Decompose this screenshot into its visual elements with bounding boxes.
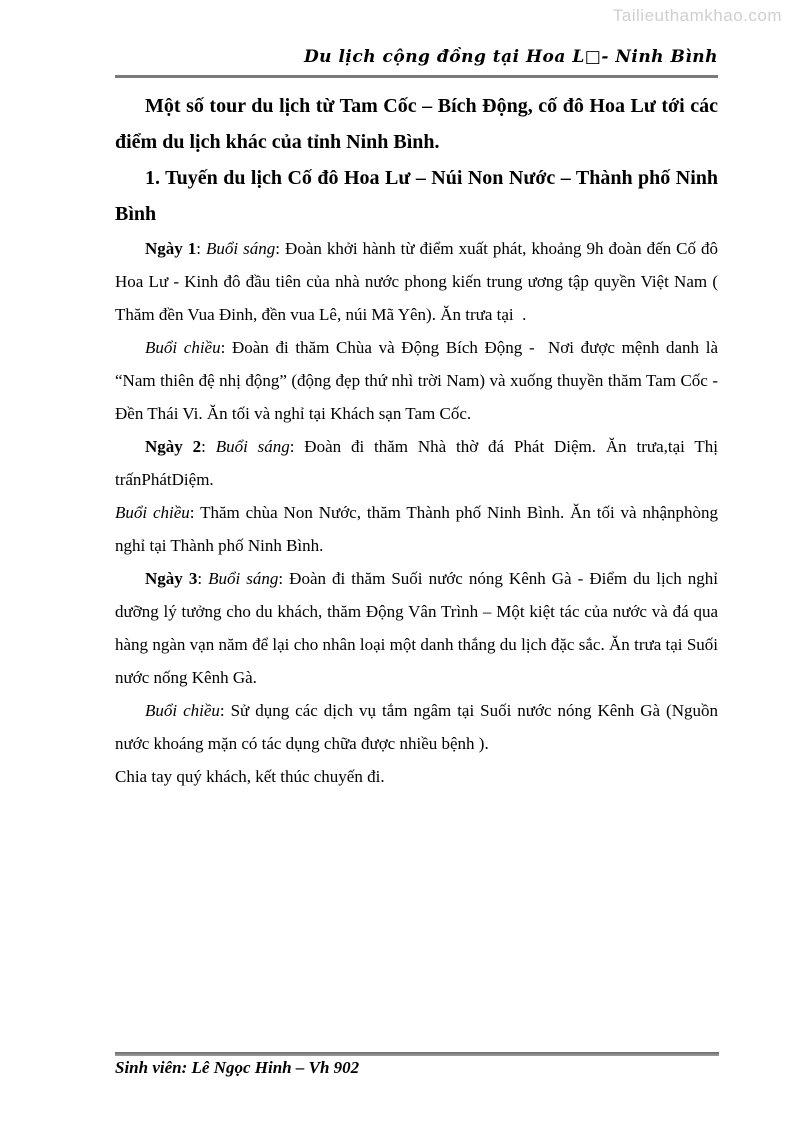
footer-rule <box>115 1052 719 1056</box>
time-label: Buổi sáng <box>208 569 279 588</box>
time-label: Buổi sáng <box>206 239 276 258</box>
paragraph-day2-afternoon <box>115 496 718 562</box>
footer-signature: Sinh viên: Lê Ngọc Hinh – Vh 902 <box>115 1058 360 1077</box>
paragraph-text: Chia tay quý khách, kết thúc chuyến đi. <box>115 767 385 786</box>
paragraph-text: : Sử dụng các dịch vụ tắm ngâm tại Suối nước nóng Kênh Gà (Nguồn nước khoáng mặn có tác dụng chữa được nhiều bệnh ). <box>115 701 718 753</box>
time-label: Buổi sáng <box>215 437 290 456</box>
paragraph-day3-afternoon <box>115 694 718 760</box>
day-label: Ngày 3 <box>145 569 198 588</box>
paragraph-text: : Đoàn khởi hành từ điểm xuất phát, khoảng 9h đoàn đến Cố đô Hoa Lư - Kinh đô đầu tiên của nhà nước phong kiến trung ương tập quyền Việt Nam ( Thăm đền Vua Đinh, đền vua Lê, núi Mã Yên). Ăn trưa tại . <box>115 239 718 324</box>
time-label: Buổi chiều <box>115 503 190 522</box>
paragraph-day1-morning <box>115 232 718 331</box>
time-label: Buổi chiều <box>145 701 220 720</box>
separator: : <box>201 437 216 456</box>
paragraph-day1-afternoon <box>115 331 718 430</box>
separator: : <box>196 239 207 258</box>
day-label: Ngày 2 <box>145 437 202 456</box>
paragraph-day3-morning <box>115 562 718 694</box>
separator: : <box>197 569 209 588</box>
time-label: Buổi chiều <box>145 338 221 357</box>
header-rule <box>115 75 718 78</box>
document-title: Một số tour du lịch từ Tam Cốc – Bích Động, cố đô Hoa Lư tới các điểm du lịch khác của tỉnh Ninh Bình. <box>115 95 718 153</box>
day-label: Ngày 1 <box>145 239 197 258</box>
paragraph-text: : Thăm chùa Non Nước, thăm Thành phố Ninh Bình. Ăn tối và nhậnphòng nghỉ tại Thành phố Ninh Bình. <box>115 503 719 555</box>
paragraph-text: : Đoàn đi thăm Nhà thờ đá Phát Diệm. Ăn trưa,tại Thị trấnPhátDiệm. <box>115 437 718 489</box>
paragraph-text: : Đoàn đi thăm Chùa và Động Bích Động - Nơi được mệnh danh là “Nam thiên đệ nhị động” (động đẹp thứ nhì trời Nam) và xuống thuyền thăm Tam Cốc - Đền Thái Vi. Ăn tối và nghỉ tại Khách sạn Tam Cốc. <box>115 338 718 423</box>
watermark: Tailieuthamkhao.com <box>612 6 782 25</box>
section-heading: 1. Tuyến du lịch Cố đô Hoa Lư – Núi Non Nước – Thành phố Ninh Bình <box>115 167 718 225</box>
paragraph-day2-morning <box>115 430 718 496</box>
page-header-title: Du lịch cộng đồng tại Hoa L□- Ninh Bình <box>303 47 718 67</box>
paragraph-text: : Đoàn đi thăm Suối nước nóng Kênh Gà - Điểm du lịch nghỉ dưỡng lý tưởng cho du khách, thăm Động Vân Trình – Một kiệt tác của nước và đá qua hàng ngàn vạn năm để lại cho nhân loại một danh thắng du lịch đặc sắc. Ăn trưa tại Suối nước nống Kênh Gà. <box>115 569 718 687</box>
document-body <box>115 88 718 793</box>
paragraph-farewell <box>115 760 718 793</box>
